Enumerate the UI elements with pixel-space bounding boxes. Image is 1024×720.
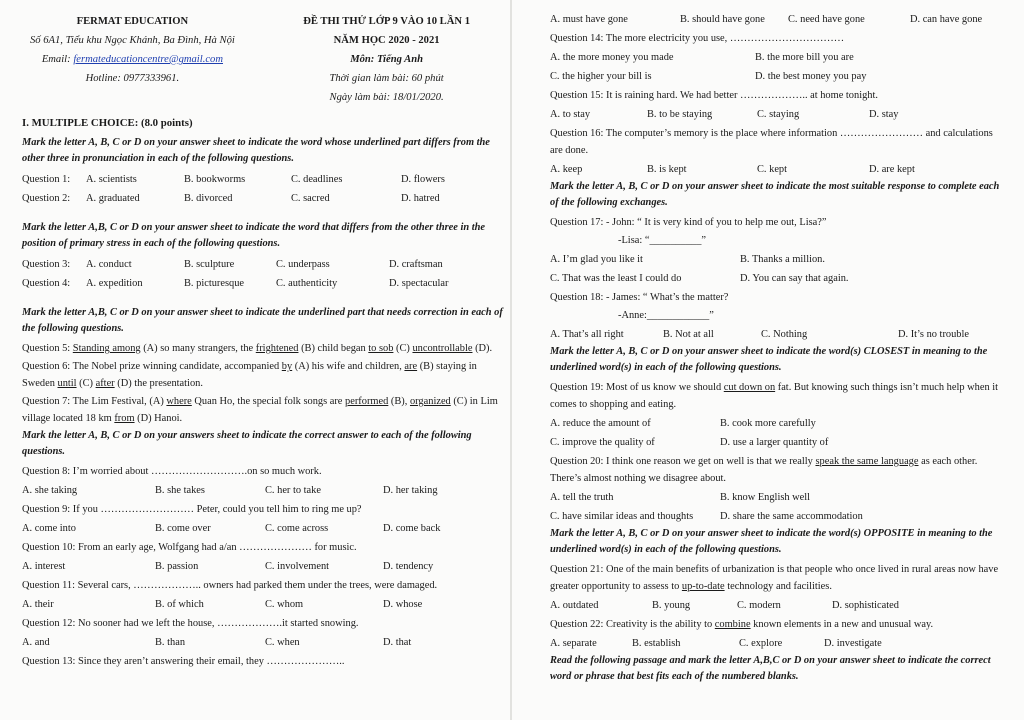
option-a[interactable]: A. the more money you made: [550, 52, 674, 63]
instruction-answer: Mark the letter A, B, C or D on your answers sheet to indicate the correct answer to each of the following questions.: [22, 430, 472, 457]
question-17-options-cd: [550, 269, 1008, 288]
option-c[interactable]: C. her to take: [265, 485, 321, 496]
question-14-stem: Question 14: The more electricity you use, ……………………………: [550, 33, 845, 44]
option-c[interactable]: C. need have gone: [788, 14, 865, 25]
question-9-options: [22, 519, 504, 538]
question-19-stem: Question 19: Most of us know we should cut down on fat. But knowing such things isn’t much help when it comes to shopping and eating.: [550, 382, 999, 410]
instruction-error: Mark the letter A,B, C or D on your answer sheet to indicate the underlined part that needs correction in each of the following questions.: [22, 307, 503, 334]
option-c[interactable]: C. modern: [737, 600, 781, 611]
school-info: [30, 12, 235, 107]
question-14-options-cd: [550, 67, 1008, 86]
question-18-reply: -Anne:____________”: [618, 310, 714, 321]
option-d[interactable]: D. share the same accommodation: [720, 511, 863, 522]
underlined-c[interactable]: until: [57, 378, 77, 389]
question-18-stem: Question 18: - James: “ What’s the matter?: [550, 292, 729, 303]
option-b[interactable]: B. passion: [155, 561, 199, 572]
question-15-options: [550, 105, 1008, 124]
question-13-stem: Question 13: Since they aren’t answering their email, they …………………..: [22, 656, 345, 667]
question-17-reply: -Lisa: “__________”: [618, 235, 707, 246]
option-b[interactable]: B. than: [155, 637, 186, 648]
option-b[interactable]: B. know English well: [720, 492, 811, 503]
question-2: [22, 189, 504, 208]
option-a[interactable]: A. conduct: [86, 259, 132, 270]
question-17-stem: Question 17: - John: “ It is very kind of you to help me out, Lisa?”: [550, 217, 827, 228]
option-d[interactable]: D. flowers: [401, 174, 445, 185]
time-limit: Thời gian làm bài: 60 phút: [329, 73, 444, 84]
question-10-stem: Question 10: From an early age, Wolfgang had a/an ………………… for music.: [22, 542, 357, 553]
option-b[interactable]: B. establish: [632, 638, 681, 649]
question-12-stem: Question 12: No sooner had we left the house, ……………….it started snowing.: [22, 618, 359, 629]
option-c[interactable]: C. explore: [739, 638, 783, 649]
option-a[interactable]: A. expedition: [86, 278, 143, 289]
option-c[interactable]: C. improve the quality of: [550, 437, 655, 448]
question-21-options: [550, 596, 1008, 615]
instruction-opposite: Mark the letter A, B, C or D on your answer sheet to indicate the word(s) OPPOSITE in meaning to the underlined word(s) in each of the following questions.: [550, 528, 993, 555]
question-18-options: [550, 325, 1008, 344]
section-title: I. MULTIPLE CHOICE: (8.0 points): [22, 117, 193, 129]
org-name: FERMAT EDUCATION: [76, 16, 189, 27]
question-10-options: [22, 557, 504, 576]
option-d[interactable]: D. stay: [869, 109, 899, 120]
option-c[interactable]: C. the higher your bill is: [550, 71, 652, 82]
option-a[interactable]: A. to stay: [550, 109, 591, 120]
option-c[interactable]: C. staying: [757, 109, 800, 120]
option-d[interactable]: D. It’s no trouble: [898, 329, 969, 340]
question-6: Question 6: The Nobel prize winning candidate, accompanied by (A) his wife and children, are (B) staying in Sweden until (C) after (D) the presentation.: [22, 361, 477, 389]
option-c[interactable]: C. have similar ideas and thoughts: [550, 511, 694, 522]
option-b[interactable]: B. the more bill you are: [755, 52, 854, 63]
option-c[interactable]: C. That was the least I could do: [550, 273, 682, 284]
option-c[interactable]: C. deadlines: [291, 174, 343, 185]
exam-date: Ngày làm bài: 18/01/2020.: [329, 92, 444, 103]
option-d[interactable]: D. sophisticated: [832, 600, 899, 611]
right-page: [512, 0, 1024, 720]
question-1: [22, 170, 504, 189]
option-c[interactable]: C. kept: [757, 164, 788, 175]
option-d[interactable]: D. are kept: [869, 164, 915, 175]
option-c[interactable]: C. involvement: [265, 561, 330, 572]
question-11-options: [22, 595, 504, 614]
hotline: Hotline: 0977333961.: [85, 73, 180, 84]
option-a[interactable]: A. keep: [550, 164, 583, 175]
email-link[interactable]: fermateducationcentre@gmail.com: [73, 54, 223, 65]
option-c[interactable]: C. when: [265, 637, 300, 648]
question-label: Question 2:: [22, 193, 71, 204]
question-9-stem: Question 9: If you ……………………… Peter, could you tell him to ring me up?: [22, 504, 362, 515]
option-a[interactable]: A. she taking: [22, 485, 78, 496]
question-14-options-ab: [550, 48, 1008, 67]
option-c[interactable]: C. sacred: [291, 193, 330, 204]
option-b[interactable]: B. should have gone: [680, 14, 765, 25]
option-d[interactable]: D. can have gone: [910, 14, 983, 25]
question-4: [22, 274, 504, 293]
question-13-options: [550, 10, 1008, 29]
question-20-options-ab: [550, 488, 1008, 507]
option-b[interactable]: B. Thanks a million.: [740, 254, 825, 265]
underlined-phrase: speak the same language: [815, 456, 919, 467]
exam-title: ĐỀ THI THỬ LỚP 9 VÀO 10 LẦN 1: [303, 16, 470, 27]
underlined-phrase: up-to-date: [681, 581, 725, 592]
underlined-d[interactable]: uncontrollable: [412, 343, 473, 354]
instruction-exchange: Mark the letter A, B, C or D on your answer sheet to indicate the most suitable response to complete each of the following exchanges.: [550, 181, 1000, 208]
option-d[interactable]: D. You can say that again.: [740, 273, 849, 284]
question-label: Question 4:: [22, 278, 71, 289]
instruction-pronunciation: Mark the letter A, B, C or D on your answer sheet to indicate the word whose underlined part differs from the other three in pronunciation in each of the following questions.: [22, 137, 490, 164]
question-3: [22, 255, 504, 274]
underlined-phrase: cut down on: [723, 382, 776, 393]
option-a[interactable]: A. their: [22, 599, 54, 610]
instruction-reading: Read the following passage and mark the letter A,B,C or D on your answer sheet to indicate the correct word or phrase that best fits each of the numbered blanks.: [550, 655, 991, 682]
question-5: Question 5: Standing among (A) so many strangers, the frightened (B) child began to sob (C) uncontrollable (D).: [22, 343, 493, 354]
option-c[interactable]: C. underpass: [276, 259, 330, 270]
underlined-c[interactable]: organized: [409, 396, 451, 407]
question-16-stem: Question 16: The computer’s memory is the place where information …………………… and calculations are done.: [550, 128, 993, 156]
underlined-b[interactable]: frightened: [255, 343, 299, 354]
option-a[interactable]: A. interest: [22, 561, 66, 572]
option-d[interactable]: D. hatred: [401, 193, 440, 204]
underlined-a[interactable]: where: [166, 396, 192, 407]
option-a[interactable]: A. graduated: [86, 193, 140, 204]
question-16-options: [550, 160, 1008, 179]
email-line: [30, 50, 235, 69]
option-a[interactable]: A. outdated: [550, 600, 599, 611]
option-b[interactable]: B. of which: [155, 599, 204, 610]
option-c[interactable]: C. whom: [265, 599, 304, 610]
option-a[interactable]: A. scientists: [86, 174, 137, 185]
question-label: Question 3:: [22, 259, 71, 270]
option-b[interactable]: B. is kept: [647, 164, 687, 175]
underlined-phrase: combine: [714, 619, 751, 630]
address: Số 6A1, Tiểu khu Ngọc Khánh, Ba Đình, Hà Nội: [30, 35, 235, 46]
question-20-stem: Question 20: I think one reason we get on well is that we really speak the same language as each other. There’s almost nothing we disagree about.: [550, 456, 978, 484]
option-a[interactable]: A. reduce the amount of: [550, 418, 651, 429]
underlined-b[interactable]: are: [404, 361, 418, 372]
question-17-options-ab: [550, 250, 1008, 269]
option-a[interactable]: A. separate: [550, 638, 597, 649]
question-11-stem: Question 11: Several cars, ……………….. owners had parked them under the trees, were damaged.: [22, 580, 438, 591]
option-d[interactable]: D. tendency: [383, 561, 434, 572]
underlined-a[interactable]: Standing among: [72, 343, 141, 354]
option-a[interactable]: A. come into: [22, 523, 76, 534]
instruction-stress: Mark the letter A,B, C or D on your answer sheet to indicate the word that differs from the other three in the position of primary stress in each of the following questions.: [22, 222, 486, 249]
option-d[interactable]: D. spectacular: [389, 278, 449, 289]
question-22-stem: Question 22: Creativity is the ability to combine known elements in a new and unusual way.: [550, 619, 934, 630]
option-b[interactable]: B. to be staying: [647, 109, 713, 120]
instruction-closest: Mark the letter A, B, C or D on your answer sheet to indicate the word(s) CLOSEST in meaning to the underlined word(s) in each of the following questions.: [550, 346, 988, 373]
underlined-b[interactable]: performed: [345, 396, 389, 407]
option-d[interactable]: D. whose: [383, 599, 423, 610]
underlined-a[interactable]: by: [281, 361, 293, 372]
option-d[interactable]: D. investigate: [824, 638, 882, 649]
subject: Môn: Tiếng Anh: [350, 54, 423, 65]
option-b[interactable]: B. divorced: [184, 193, 233, 204]
question-19-options-cd: [550, 433, 1008, 452]
option-b[interactable]: B. sculpture: [184, 259, 235, 270]
option-b[interactable]: B. come over: [155, 523, 211, 534]
question-15-stem: Question 15: It is raining hard. We had better ……………….. at home tonight.: [550, 90, 878, 101]
question-22-options: [550, 634, 1008, 653]
underlined-c[interactable]: to sob: [368, 343, 394, 354]
exam-header: [22, 12, 504, 107]
email-label: Email:: [41, 54, 71, 65]
option-d[interactable]: D. come back: [383, 523, 441, 534]
option-d[interactable]: D. craftsman: [389, 259, 443, 270]
school-year: NĂM HỌC 2020 - 2021: [333, 35, 440, 46]
option-d[interactable]: D. that: [383, 637, 412, 648]
underlined-d[interactable]: after: [95, 378, 115, 389]
option-c[interactable]: C. Nothing: [761, 329, 808, 340]
option-a[interactable]: A. That’s all right: [550, 329, 624, 340]
option-d[interactable]: D. use a larger quantity of: [720, 437, 829, 448]
option-a[interactable]: A. I’m glad you like it: [550, 254, 643, 265]
option-b[interactable]: B. cook more carefully: [720, 418, 816, 429]
option-b[interactable]: B. bookworms: [184, 174, 246, 185]
question-19-options-ab: [550, 414, 1008, 433]
option-a[interactable]: A. tell the truth: [550, 492, 614, 503]
exam-info: [303, 12, 470, 107]
option-c[interactable]: C. come across: [265, 523, 329, 534]
option-b[interactable]: B. she takes: [155, 485, 205, 496]
option-c[interactable]: C. authenticity: [276, 278, 338, 289]
question-7: Question 7: The Lim Festival, (A) where Quan Ho, the special folk songs are performed (B), organized (C) in Lim village located 18 km from (D) Hanoi.: [22, 396, 498, 424]
question-12-options: [22, 633, 504, 652]
option-b[interactable]: B. picturesque: [184, 278, 245, 289]
option-a[interactable]: A. must have gone: [550, 14, 628, 25]
option-d[interactable]: D. her taking: [383, 485, 438, 496]
option-d[interactable]: D. the best money you pay: [755, 71, 867, 82]
question-label: Question 1:: [22, 174, 71, 185]
question-8-options: [22, 481, 504, 500]
option-b[interactable]: B. young: [652, 600, 691, 611]
underlined-d[interactable]: from: [114, 413, 135, 424]
question-8-stem: Question 8: I’m worried about ……………………….on so much work.: [22, 466, 322, 477]
question-21-stem: Question 21: One of the main benefits of urbanization is that people who once lived in rural areas now have greater opportunity to assess to up-to-date technology and facilities.: [550, 564, 999, 592]
question-20-options-cd: [550, 507, 1008, 526]
option-b[interactable]: B. Not at all: [663, 329, 714, 340]
option-a[interactable]: A. and: [22, 637, 50, 648]
